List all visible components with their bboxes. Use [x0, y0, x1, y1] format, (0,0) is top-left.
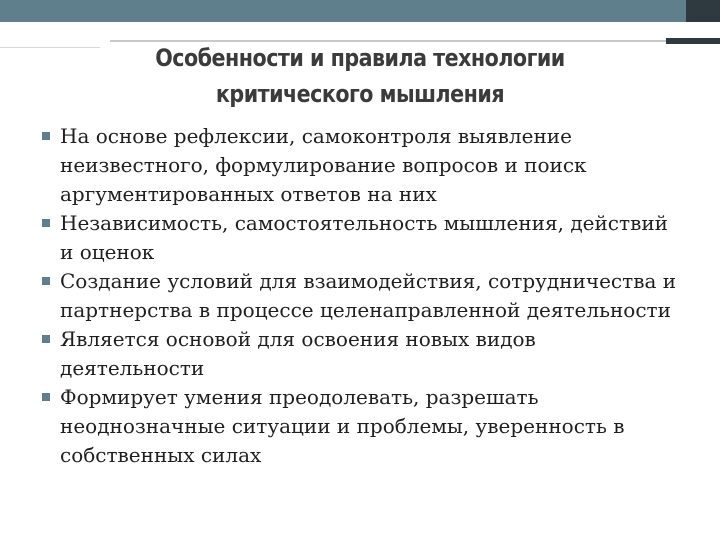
slide-title-line-1: Особенности и правила технологии	[155, 44, 565, 72]
bullet-text: Независимость, самостоятельность мышления, действий и оценок	[60, 211, 668, 264]
square-bullet-icon	[42, 393, 50, 401]
bullet-item	[40, 383, 680, 470]
square-bullet-icon	[42, 335, 50, 343]
bullet-item	[40, 267, 680, 325]
bullet-list	[40, 122, 680, 470]
slide-title-line-2: критического мышления	[215, 80, 505, 108]
bullet-item	[40, 122, 680, 209]
bullet-item	[40, 209, 680, 267]
bullet-text: На основе рефлексии, самоконтроля выявление неизвестного, формулирование вопросов и поиск аргументированных ответов на них	[60, 124, 587, 206]
slide-title	[111, 40, 610, 112]
bullet-text: Является основой для освоения новых видов деятельности	[60, 327, 536, 380]
top-accent-corner	[686, 0, 720, 22]
bullet-item	[40, 325, 680, 383]
square-bullet-icon	[42, 219, 50, 227]
square-bullet-icon	[42, 132, 50, 140]
square-bullet-icon	[42, 277, 50, 285]
title-divider-accent	[666, 38, 720, 44]
bullet-text: Создание условий для взаимодействия, сотрудничества и партнерства в процессе целенаправленной деятельности	[60, 269, 677, 322]
top-accent-band	[0, 0, 720, 22]
bullet-text: Формирует умения преодолевать, разрешать неоднозначные ситуации и проблемы, уверенность в собственных силах	[60, 385, 625, 467]
title-divider-thin	[0, 47, 100, 48]
